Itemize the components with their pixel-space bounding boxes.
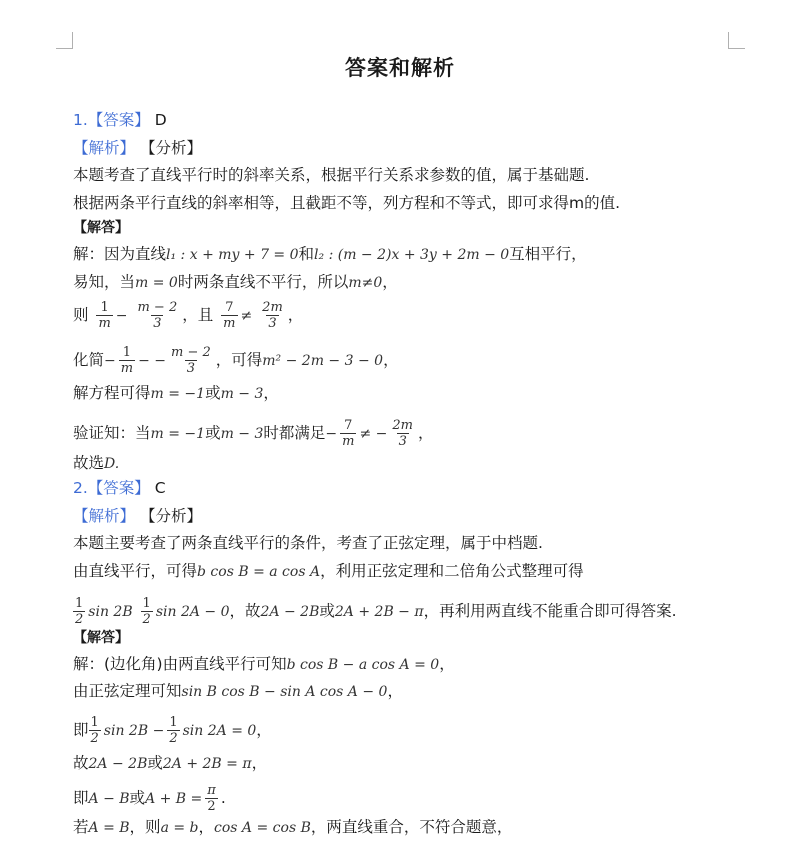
math: sin B cos B − sin A cos A − 0: [181, 684, 388, 700]
math-operator: ≠: [240, 308, 253, 324]
text: 或: [205, 384, 221, 402]
q2-analysis-text-2: [73, 560, 584, 583]
math: sin 2A − 0: [155, 604, 230, 620]
fraction: $\frac{m - 2}{3}$: [137, 300, 178, 331]
q1-answer-value: D: [154, 111, 167, 129]
q2-analysis-text-3: [73, 596, 677, 627]
math-line-l2: l₂ : (m − 2)x + 3y + 2m − 0: [314, 247, 510, 263]
q2-fenxi-label: 【分析】: [139, 507, 202, 525]
text: 即: [73, 789, 89, 807]
fraction: $\frac{1}{2}$: [169, 715, 178, 746]
math: b cos B − a cos A = 0: [286, 657, 440, 673]
math: A + B =: [145, 791, 203, 807]
math: m = −1: [150, 386, 206, 402]
math: A − B: [88, 791, 130, 807]
fraction: $\frac{1}{m}$: [98, 300, 111, 331]
q1-answer-label: 1.【答案】: [73, 111, 150, 129]
fraction: $\frac{\pi}{2}$: [207, 783, 216, 814]
text: 故选: [73, 454, 105, 472]
page-title: 答案和解析: [345, 56, 455, 80]
q1-answer-line: [73, 109, 167, 131]
math: 2A − 2B: [88, 756, 148, 772]
text: 故: [73, 754, 89, 772]
page-corner-mark-top-left: [56, 32, 73, 49]
text: 由正弦定理可知: [73, 682, 182, 700]
math: cos A = cos B: [214, 820, 311, 836]
text: 解方程可得: [73, 384, 151, 402]
math: a = b: [160, 820, 199, 836]
math: m² − 2m − 3 − 0: [262, 353, 384, 369]
text: ，: [382, 273, 398, 291]
text: ，且: [182, 306, 214, 324]
text: .: [220, 789, 226, 807]
math: sin 2B: [88, 604, 133, 620]
q1-solution-step-1: [73, 243, 587, 266]
text: 若: [73, 818, 89, 836]
text: ，: [287, 306, 304, 324]
text: ，: [251, 754, 268, 772]
fraction: $\frac{m - 2}{3}$: [171, 345, 211, 376]
text: ，: [387, 682, 403, 700]
text: ，: [263, 384, 279, 402]
q1-solution-step-3: [73, 300, 303, 331]
text: 时两条直线不平行，所以: [177, 273, 349, 291]
q1-solution-conclusion: [73, 452, 119, 475]
fraction: $\frac{1}{m}$: [120, 345, 134, 376]
text: 由直线平行，可得: [73, 562, 198, 580]
q1-jieda-label: 【解答】: [73, 220, 129, 236]
q1-analysis-text-2: 根据两条平行直线的斜率相等，且截距不等，列方程和不等式，即可求得m的值.: [73, 194, 621, 212]
text: 或: [129, 789, 146, 807]
text: 易知，当: [73, 273, 136, 291]
text: ，则: [129, 818, 161, 836]
math: m − 3: [220, 386, 264, 402]
q2-answer-line: [73, 477, 166, 499]
math: m≠0: [348, 275, 383, 291]
text: ，: [418, 424, 434, 442]
q2-answer-label: 2.【答案】: [73, 479, 150, 497]
math: sin 2B −: [103, 723, 165, 739]
q1-solution-step-6: [73, 418, 434, 449]
q2-jieda-label: 【解答】: [73, 630, 129, 646]
q2-analysis-header: [73, 505, 202, 527]
math: m = 0: [135, 275, 178, 291]
text: 化简: [73, 351, 105, 369]
math-line-l1: l₁ : x + my + 7 = 0: [166, 247, 299, 263]
text: 解：因为直线: [73, 245, 167, 263]
q2-solution-step-4: [73, 752, 267, 775]
text: ，可得: [215, 351, 263, 369]
math: A = B: [88, 820, 130, 836]
math: b cos B = a cos A: [197, 564, 321, 580]
fraction: $\frac{1}{2}$: [142, 596, 151, 627]
math: 2A + 2B = π: [162, 756, 252, 772]
fraction: $\frac{7}{m}$: [342, 418, 355, 449]
text: 或: [205, 424, 221, 442]
q1-solution-step-4: [73, 345, 399, 376]
text: ，: [198, 818, 215, 836]
math: 2A − 2B: [260, 604, 320, 620]
text: ，利用正弦定理和二倍角公式整理可得: [320, 562, 584, 580]
math-operator: −: [325, 426, 338, 442]
q2-answer-value: C: [154, 479, 166, 497]
text: 互相平行，: [509, 245, 587, 263]
fraction: $\frac{1}{2}$: [75, 596, 84, 627]
text: ，: [256, 721, 272, 739]
math: m = −1: [150, 426, 206, 442]
q2-solution-step-3: [73, 715, 272, 746]
q2-solution-step-6: [73, 816, 512, 839]
text: 和: [298, 245, 315, 263]
q1-jiexi-label: 【解析】: [73, 139, 136, 157]
text: ，: [383, 351, 399, 369]
text: ，两直线重合，不符合题意，: [310, 818, 513, 836]
text: 验证知：当: [73, 424, 151, 442]
q2-solution-step-2: [73, 680, 403, 703]
math-operator: −: [115, 308, 128, 324]
q2-solution-step-1: [73, 653, 455, 676]
text: 或: [147, 754, 163, 772]
math: D.: [104, 456, 120, 472]
math-operator: −: [104, 353, 116, 369]
math: 2A + 2B − π: [334, 604, 424, 620]
q1-solution-step-5: [73, 382, 279, 405]
text: 即: [73, 721, 89, 739]
fraction: $\frac{1}{2}$: [90, 715, 99, 746]
math: m − 3: [220, 426, 264, 442]
q1-analysis-text-1: 本题考查了直线平行时的斜率关系，根据平行关系求参数的值，属于基础题.: [73, 166, 590, 184]
q1-solution-step-2: [73, 271, 398, 294]
text: 解：(边化角)由两直线平行可知: [73, 655, 287, 673]
fraction: $\frac{2m}{3}$: [392, 418, 414, 449]
fraction: $\frac{2m}{3}$: [262, 300, 283, 331]
q2-jiexi-label: 【解析】: [73, 507, 136, 525]
page-corner-mark-top-right: [728, 32, 745, 49]
text: 则: [73, 306, 89, 324]
text: 时都满足: [263, 424, 326, 442]
text: ，故: [229, 602, 261, 620]
text: ，: [439, 655, 455, 673]
math: sin 2A = 0: [182, 723, 257, 739]
math-operator: − −: [138, 353, 166, 369]
q1-analysis-header: [73, 137, 202, 159]
math-operator: ≠ −: [359, 426, 388, 442]
q1-fenxi-label: 【分析】: [139, 139, 202, 157]
text: ，再利用两直线不能重合即可得答案.: [423, 602, 677, 620]
q2-analysis-text-1: 本题主要考查了两条直线平行的条件，考查了正弦定理，属于中档题.: [73, 534, 543, 552]
q2-solution-step-5: [73, 783, 226, 814]
text: 或: [319, 602, 335, 620]
fraction: $\frac{7}{m}$: [223, 300, 236, 331]
